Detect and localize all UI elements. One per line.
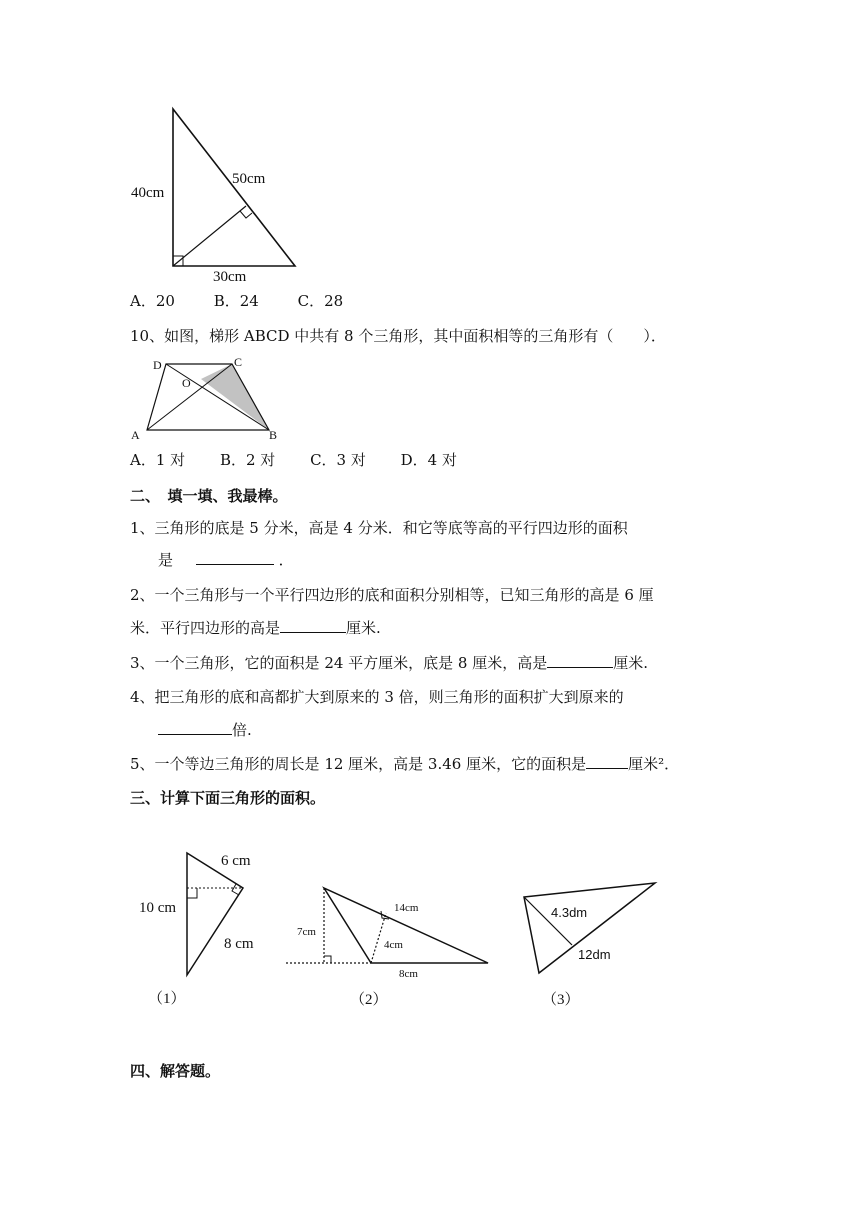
q9-options [130,290,343,312]
q10-label-c: C [234,355,243,369]
s2-q3-blank [547,653,613,668]
q10-label-d: D [153,358,162,372]
s3-figure-1 [135,845,275,1007]
s2-q2-line1: 2、一个三角形与一个平行四边形的底和面积分别相等，已知三角形的高是 6 厘 [130,586,654,604]
q9-triangle [173,109,295,266]
s2-q2-blank [280,618,346,633]
q10-option-c: C．3 对 [310,451,366,469]
q9-label-bottom: 30cm [213,269,247,285]
s2-q1-blank [196,550,274,565]
s3-fig2-caption: （2） [350,992,388,1008]
s2-q5-suffix: 厘米²． [628,755,680,773]
s2-q1-line2 [158,549,294,571]
s3-fig2-label-c: 4cm [384,939,403,951]
q10-label-o: O [182,376,191,390]
s2-q4-line2 [158,719,252,741]
s3-fig3-label-b: 12dm [578,947,611,962]
s2-q4-suffix: 倍. [232,721,252,739]
s2-q5-line [130,753,679,775]
q9-label-hyp: 50cm [232,171,266,187]
s3-fig1-label-b: 10 cm [139,900,177,916]
q9-option-c: C．28 [297,292,344,310]
q10-trapezoid-figure [125,355,295,445]
s3-figure-3 [510,875,670,1008]
s3-fig2-label-a: 14cm [394,902,419,914]
s3-fig1-label-a: 6 cm [221,853,251,869]
q10-option-a: A．1 对 [130,451,186,469]
s2-q4-line1: 4、把三角形的底和高都扩大到原来的 3 倍，则三角形的面积扩大到原来的 [130,688,624,706]
s3-fig2-right-angle-base [324,956,331,963]
s3-fig3-label-a: 4.3dm [551,905,588,920]
q10-trapezoid [147,364,269,430]
s2-q3-suffix: 厘米. [613,654,649,672]
s2-q1-prefix: 是 [158,551,174,569]
s3-fig3-caption: （3） [542,992,580,1008]
s2-q5-prefix: 5、一个等边三角形的周长是 12 厘米，高是 3.46 厘米，它的面积是 [130,755,587,773]
q10-label-b: B [269,428,278,442]
section3-title: 三、计算下面三角形的面积。 [130,789,326,807]
s3-fig1-label-c: 8 cm [224,936,254,952]
q10-options [130,449,457,471]
q10-question: 10、如图，梯形 ABCD 中共有 8 个三角形，其中面积相等的三角形有（ ）． [130,327,666,345]
s3-fig2-triangle [324,888,488,963]
q10-shaded-triangle [201,364,269,430]
q9-option-b: B．24 [213,292,259,310]
s3-fig1-triangle [187,853,243,975]
s2-q4-blank [158,720,232,735]
q9-altitude [173,206,246,266]
q9-label-left: 40cm [131,185,165,201]
s3-fig1-caption: （1） [148,991,186,1007]
s2-q3-line [130,652,648,674]
q9-option-a: A．20 [130,292,175,310]
q10-label-a: A [131,428,140,442]
s3-fig2-inner-height [371,913,386,963]
section2-title: 二、 填一填、我最棒。 [130,487,288,505]
q10-option-b: B．2 对 [219,451,276,469]
q9-right-angle-mark-foot [240,211,252,218]
q10-option-d: D．4 对 [400,451,457,469]
s3-figure-2 [280,880,510,1008]
s2-q2-suffix: 厘米. [346,619,381,637]
s2-q1-line1: 1、三角形的底是 5 分米，高是 4 分米．和它等底等高的平行四边形的面积 [130,519,628,537]
s2-q5-blank [586,754,628,769]
q10-diagonal-ac [147,364,232,430]
q9-right-triangle-figure [125,105,325,285]
section4-title: 四、解答题。 [130,1062,221,1080]
s2-q1-suffix: ． [278,551,294,569]
s2-q3-prefix: 3、一个三角形，它的面积是 24 平方厘米，底是 8 厘米，高是 [130,654,548,672]
s3-fig2-label-b: 7cm [297,926,316,938]
s3-fig1-right-angle-left [187,888,197,898]
s3-fig2-label-d: 8cm [399,968,418,980]
s2-q2-prefix: 米．平行四边形的高是 [130,619,281,637]
s2-q2-line2 [130,617,381,639]
